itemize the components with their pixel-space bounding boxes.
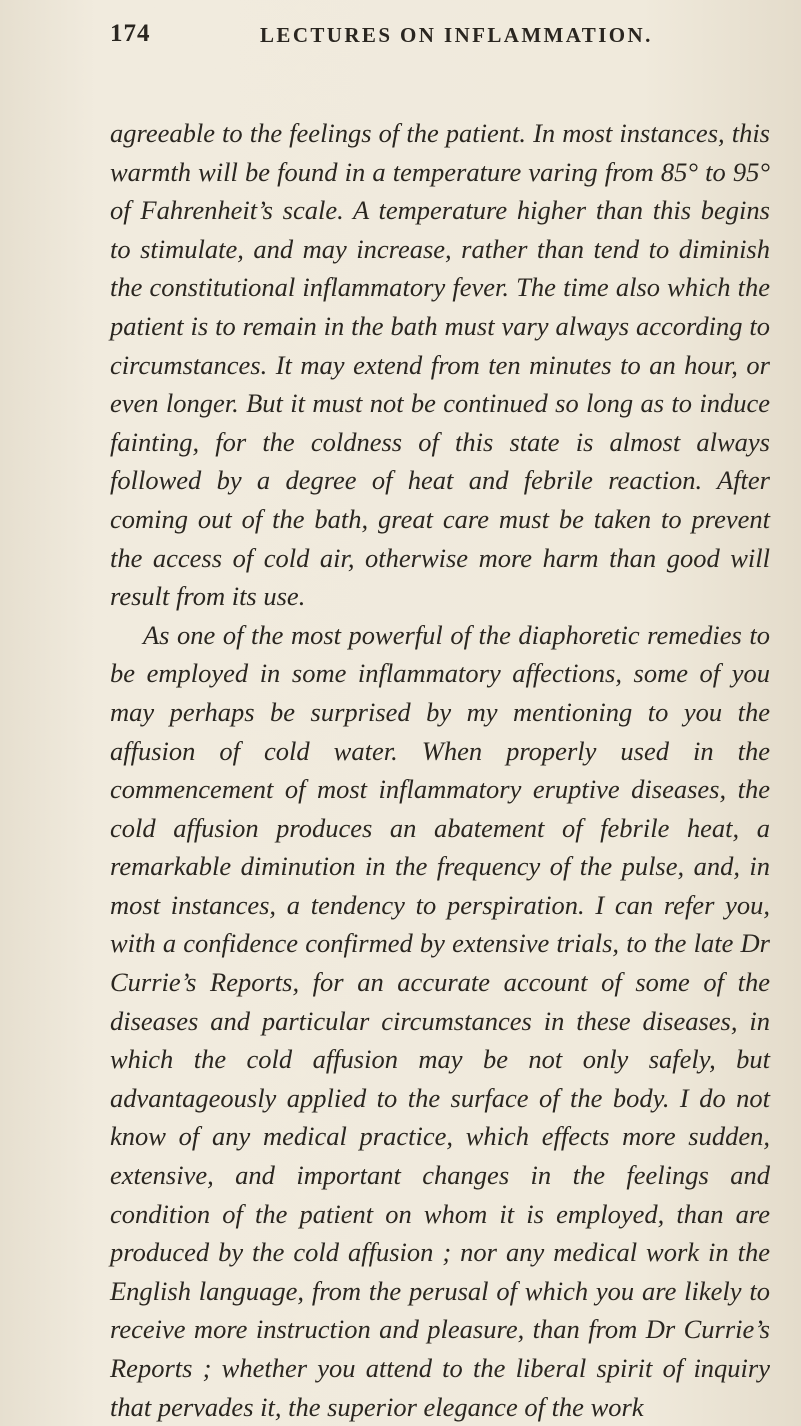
body-text [110,114,770,1426]
page-number: 174 [110,20,151,47]
paragraph-bath-temperature: agreeable to the feelings of the patient. In most instances, this warmth will be found in a temperature varing from 85° to 95° of Fahrenheit’s scale. A temperature higher than this begins to stimulate, and may increase, rather than tend to diminish the constitutional inflammatory fever. The time also which the patient is to remain in the bath must vary always according to circumstances. It may extend from ten minutes to an hour, or even longer. But it must not be continued so long as to induce fainting, for the coldness of this state is almost always followed by a degree of heat and febrile reaction. After coming out of the bath, great care must be taken to prevent the access of cold air, otherwise more harm than good will result from its use. [110,118,770,612]
running-title: LECTURES ON INFLAMMATION. [260,23,653,47]
paragraph-cold-affusion: As one of the most powerful of the diaphoretic remedies to be employed in some inflammatory affections, some of you may perhaps be surprised by my mentioning to you the affusion of cold water. When properly used in the commencement of most inflammatory eruptive diseases, the cold affusion produces an abatement of febrile heat, a remarkable diminution in the frequency of the pulse, and, in most instances, a tendency to perspiration. I can refer you, with a confidence confirmed by extensive trials, to the late Dr Currie’s Reports, for an accurate account of some of the diseases and particular circumstances in these diseases, in which the cold affusion may be not only safely, but advantageously applied to the surface of the body. I do not know of any medical practice, which effects more sudden, extensive, and important changes in the feelings and condition of the patient on whom it is employed, than are produced by the cold affusion ; nor any medical work in the English language, from the perusal of which you are likely to receive more instruction and pleasure, than from Dr Currie’s Reports ; whether you attend to the liberal spirit of inquiry that pervades it, the superior elegance of the work [110,619,770,1422]
page-header [110,20,750,56]
